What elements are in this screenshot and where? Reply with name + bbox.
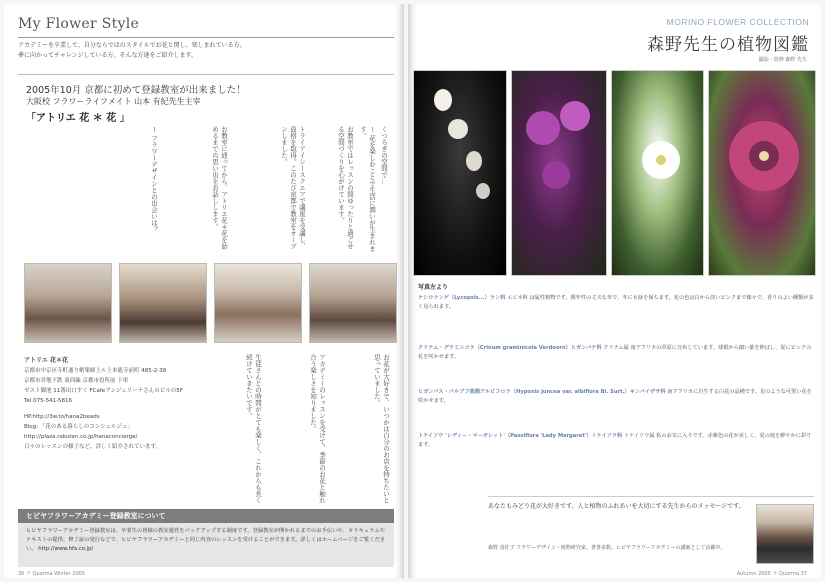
article-divider: [18, 74, 394, 75]
info-box-title: ヒビヤフラワーアカデミー登録教室について: [26, 512, 166, 520]
lesson-photo: [214, 263, 302, 343]
page-folio-left: 36 ラ Quorma Winter 2005: [18, 571, 85, 577]
address-line: 京都市中京区寺町通り蛸薬師上ル上本能寺前町 485-2-38: [24, 368, 167, 374]
caption-entry: [418, 388, 814, 424]
lesson-photo: [309, 263, 397, 343]
author-profile: 森野 真佐子 フラワーデザイン・植物研究家。著書多数。ヒビヤフラワーアカデミーの講師として活躍中。: [488, 545, 726, 551]
body-column: くつろぎの空間で…: [380, 126, 388, 185]
body-column: お教室に通ってから、アトリエ花＊花を始めるまでの思い出をお話しします。: [211, 126, 228, 250]
body-column: アカデミーのレッスンを受けて、季節のお花と触れ合う楽しさを知りました。: [309, 354, 326, 504]
blog-label: Blog: 「花のある暮らしのコンシェルジュ」: [24, 424, 133, 430]
caption-title: 写真左より: [418, 284, 449, 291]
body-column: ー 花を楽しむことで生活に潤いが生まれます。: [359, 126, 376, 252]
caption-heading: クリナム・グラミニコラ（Crinum graminicola Verdoorn）ヒガンバナ科: [418, 345, 602, 351]
lesson-photos: [24, 263, 398, 343]
homepage-link[interactable]: HP.http://3w.to/hana2beads: [24, 414, 100, 420]
blog-link[interactable]: http://plaza.rakuten.co.jp/hanaconcierge/: [24, 434, 138, 440]
lesson-photo: [119, 263, 207, 343]
address-line: 京都市営地下鉄 東西線 京都市役所前 下車: [24, 378, 129, 384]
caption-text: トケイソウ属 私のお気に入りです。赤紫色の花が美しく、夏の庭を鮮やかに彩ります。: [418, 433, 812, 448]
lesson-photo: [24, 263, 112, 343]
section-title: My Flower Style: [18, 16, 140, 32]
photo-credit: 撮影・監修 森野 先生: [758, 57, 807, 63]
body-column: ー フラワーデザインとの出会いは？: [150, 126, 158, 233]
caption-heading: ヒガンバス・バルブフ楽園アルビフロラ（Hypoxis juncea var. albiflora Bl. Surt.）キンバイザサ科: [418, 389, 666, 395]
article-body-bottom: [204, 354, 390, 504]
article-headline: 2005年10月 京都に初めて登録教室が出来ました！: [26, 85, 246, 96]
caption-text: クリナム属 南アフリカの草原に分布しています。球根から細い葉を伸ばし、夏にピンクの花を咲かせます。: [418, 345, 812, 360]
page-folio-right: Autumn 2005 ラ Quorma 37: [736, 571, 807, 577]
caption-text: 南アフリカに自生する白花の品種です。星のような可愛い花を咲かせます。: [418, 389, 812, 404]
page-title: 森野先生の植物図鑑: [647, 35, 809, 55]
left-page: [4, 4, 404, 578]
caption-text: エビネ科 は属性植物です。関年性の丈夫な草で、冬にも緑を保ちます。花の色は白から淡いピンクまで様々で、香りのよい種類が多く見られます。: [418, 295, 814, 310]
flower-photo-crinum: [511, 70, 607, 276]
address-line: ゼスト御池 11番出口すぐ FCafeアンジェリーナさんのビルの5F: [24, 388, 183, 394]
caption-heading: トケイソウ 'レディー・マーガレット'（Passiflora 'Lady Margaret'）トケイソウ科: [418, 433, 623, 439]
school-byline: 大阪校 フラワーライフメイト 山本 有紀先生主宰: [26, 97, 201, 106]
header-divider: [18, 37, 394, 38]
body-column: お花が大好きで、いつかは自分のお店を持ちたいと思っていました。: [373, 354, 390, 504]
right-page: [408, 4, 821, 578]
profile-divider: [488, 496, 814, 497]
info-box-text: ヒビヤフラワーアカデミー登録教室は、卒業生の皆様の教室運営をバックアップする制度です。登録教室が開かれるまでのお手伝いや、カリキュラムやテキストの提供、修了証の発行などで、ヒビヤフラワーアカデミーと同じ内容のレッスンを受けることができます。詳しくはホームページをご覧ください。 http://www.hfa.co.jp/: [26, 528, 386, 552]
caption-entry: [418, 294, 814, 338]
intro-line: アカデミーを卒業して、自分ならではのスタイルでお花と関し、楽しまれている方。: [18, 42, 246, 49]
body-column: 生徒さんとの時間がとても楽しく、これからも長く続けていきたいです。: [245, 354, 262, 504]
article-body-top: [28, 126, 388, 254]
flower-photo-passiflora: [708, 70, 816, 276]
author-portrait: [756, 504, 814, 564]
author-quote: あなたもみどり花が大好きです。人と植物のふれあいを大切にする先生からのメッセージです。: [488, 503, 745, 510]
collection-heading: MORINO FLOWER COLLECTION: [666, 17, 809, 27]
school-name: 「アトリエ 花 ＊ 花 」: [26, 113, 130, 124]
flower-photo-hypoxis: [611, 70, 704, 276]
school-address: [24, 356, 194, 452]
caption-entry: [418, 432, 814, 490]
intro-line: 夢に向かってチャレンジしている方。そんな方達をご紹介します。: [18, 52, 198, 59]
caption-entry: [418, 344, 814, 380]
intro-text: [18, 41, 388, 61]
address-tel: Tel.075-541-5816: [24, 398, 73, 404]
body-column: お教室ではレッスンの間ゆったりと過ごせる空間づくりを心がけています。: [337, 126, 354, 250]
flower-photo-white-orchid: [413, 70, 507, 276]
body-column: トライアイシースクエアで講座を受講し、資格を取得。このたび京都で教室をオープンしました。: [280, 126, 306, 250]
blog-note: 日々のレッスンの様子など、詳しく紹介されています。: [24, 444, 162, 450]
address-name: アトリエ 花＊花: [24, 357, 68, 364]
caption-heading: ケシロランゲ（Lycopsis...）ラン科: [418, 295, 506, 301]
